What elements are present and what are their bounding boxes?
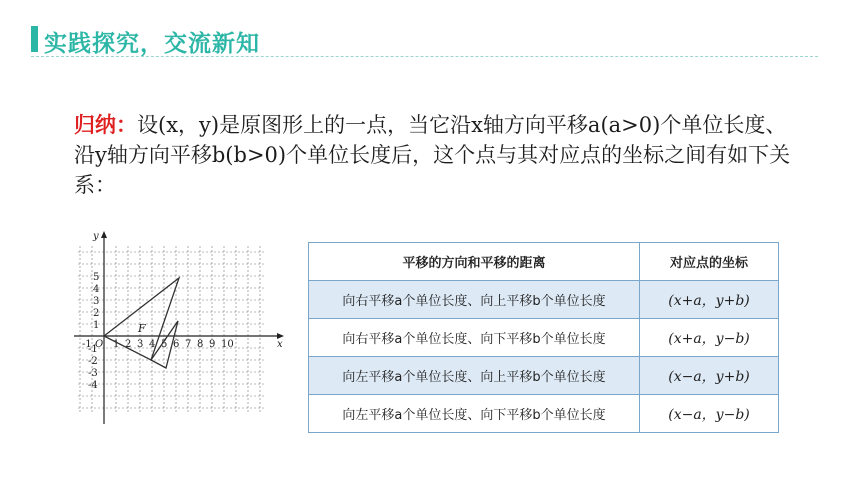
- graph-tick-labels: [82, 231, 283, 391]
- y-tick-label: 5: [93, 272, 100, 283]
- row-coordinate: (x−a，y+b): [640, 357, 779, 395]
- translation-table: [308, 242, 779, 433]
- x-tick-label: 6: [173, 339, 180, 350]
- y-tick-label: -1: [88, 344, 98, 355]
- coordinate-graph: [70, 228, 290, 428]
- x-axis-label: x: [277, 339, 283, 350]
- row-direction: 向右平移a个单位长度、向上平移b个单位长度: [309, 281, 640, 319]
- y-tick-label: 4: [93, 284, 100, 295]
- y-tick-label: -4: [88, 380, 98, 391]
- x-tick-label: -1: [82, 339, 92, 350]
- point-f-label: F: [138, 322, 146, 335]
- y-axis-arrow: [101, 231, 107, 238]
- row-direction: 向左平移a个单位长度、向下平移b个单位长度: [309, 395, 640, 433]
- x-tick-label: 10: [221, 339, 234, 350]
- summary-paragraph: [74, 110, 794, 200]
- y-tick-label: -3: [88, 368, 98, 379]
- graph-axes: [74, 231, 284, 424]
- y-tick-label: 1: [93, 320, 100, 331]
- page-title: 实践探究，交流新知: [44, 31, 260, 57]
- row-coordinate: (x+a，y+b): [640, 281, 779, 319]
- x-tick-label: 2: [125, 339, 132, 350]
- row-direction: 向左平移a个单位长度、向上平移b个单位长度: [309, 357, 640, 395]
- x-tick-label: 4: [149, 339, 156, 350]
- table-row: [309, 357, 779, 395]
- summary-lead: 归纳：: [74, 112, 137, 137]
- table-row: [309, 319, 779, 357]
- header-coordinate: 对应点的坐标: [640, 243, 779, 281]
- origin-label: O: [95, 339, 104, 350]
- x-tick-label: 3: [137, 339, 144, 350]
- summary-text: 设(x，y)是原图形上的一点，当它沿x轴方向平移a(a>0)个单位长度、沿y轴方向平移b(b>0)个单位长度后，这个点与其对应点的坐标之间有如下关系：: [74, 113, 791, 197]
- table-row: [309, 281, 779, 319]
- row-coordinate: (x+a，y−b): [640, 319, 779, 357]
- table-header-row: [309, 243, 779, 281]
- x-tick-label: 7: [185, 339, 192, 350]
- x-tick-label: 5: [161, 339, 168, 350]
- y-tick-label: -2: [88, 356, 98, 367]
- x-tick-label: 8: [197, 339, 204, 350]
- row-coordinate: (x−a，y−b): [640, 395, 779, 433]
- y-tick-label: 3: [93, 296, 100, 307]
- title-accent-bar: [31, 26, 38, 52]
- title-divider: [31, 56, 818, 57]
- x-tick-label: 9: [209, 339, 216, 350]
- row-direction: 向右平移a个单位长度、向下平移b个单位长度: [309, 319, 640, 357]
- header-direction: 平移的方向和平移的距离: [309, 243, 640, 281]
- y-axis-label: y: [93, 231, 99, 242]
- table-row: [309, 395, 779, 433]
- y-tick-label: 2: [93, 308, 100, 319]
- x-tick-label: 1: [113, 339, 120, 350]
